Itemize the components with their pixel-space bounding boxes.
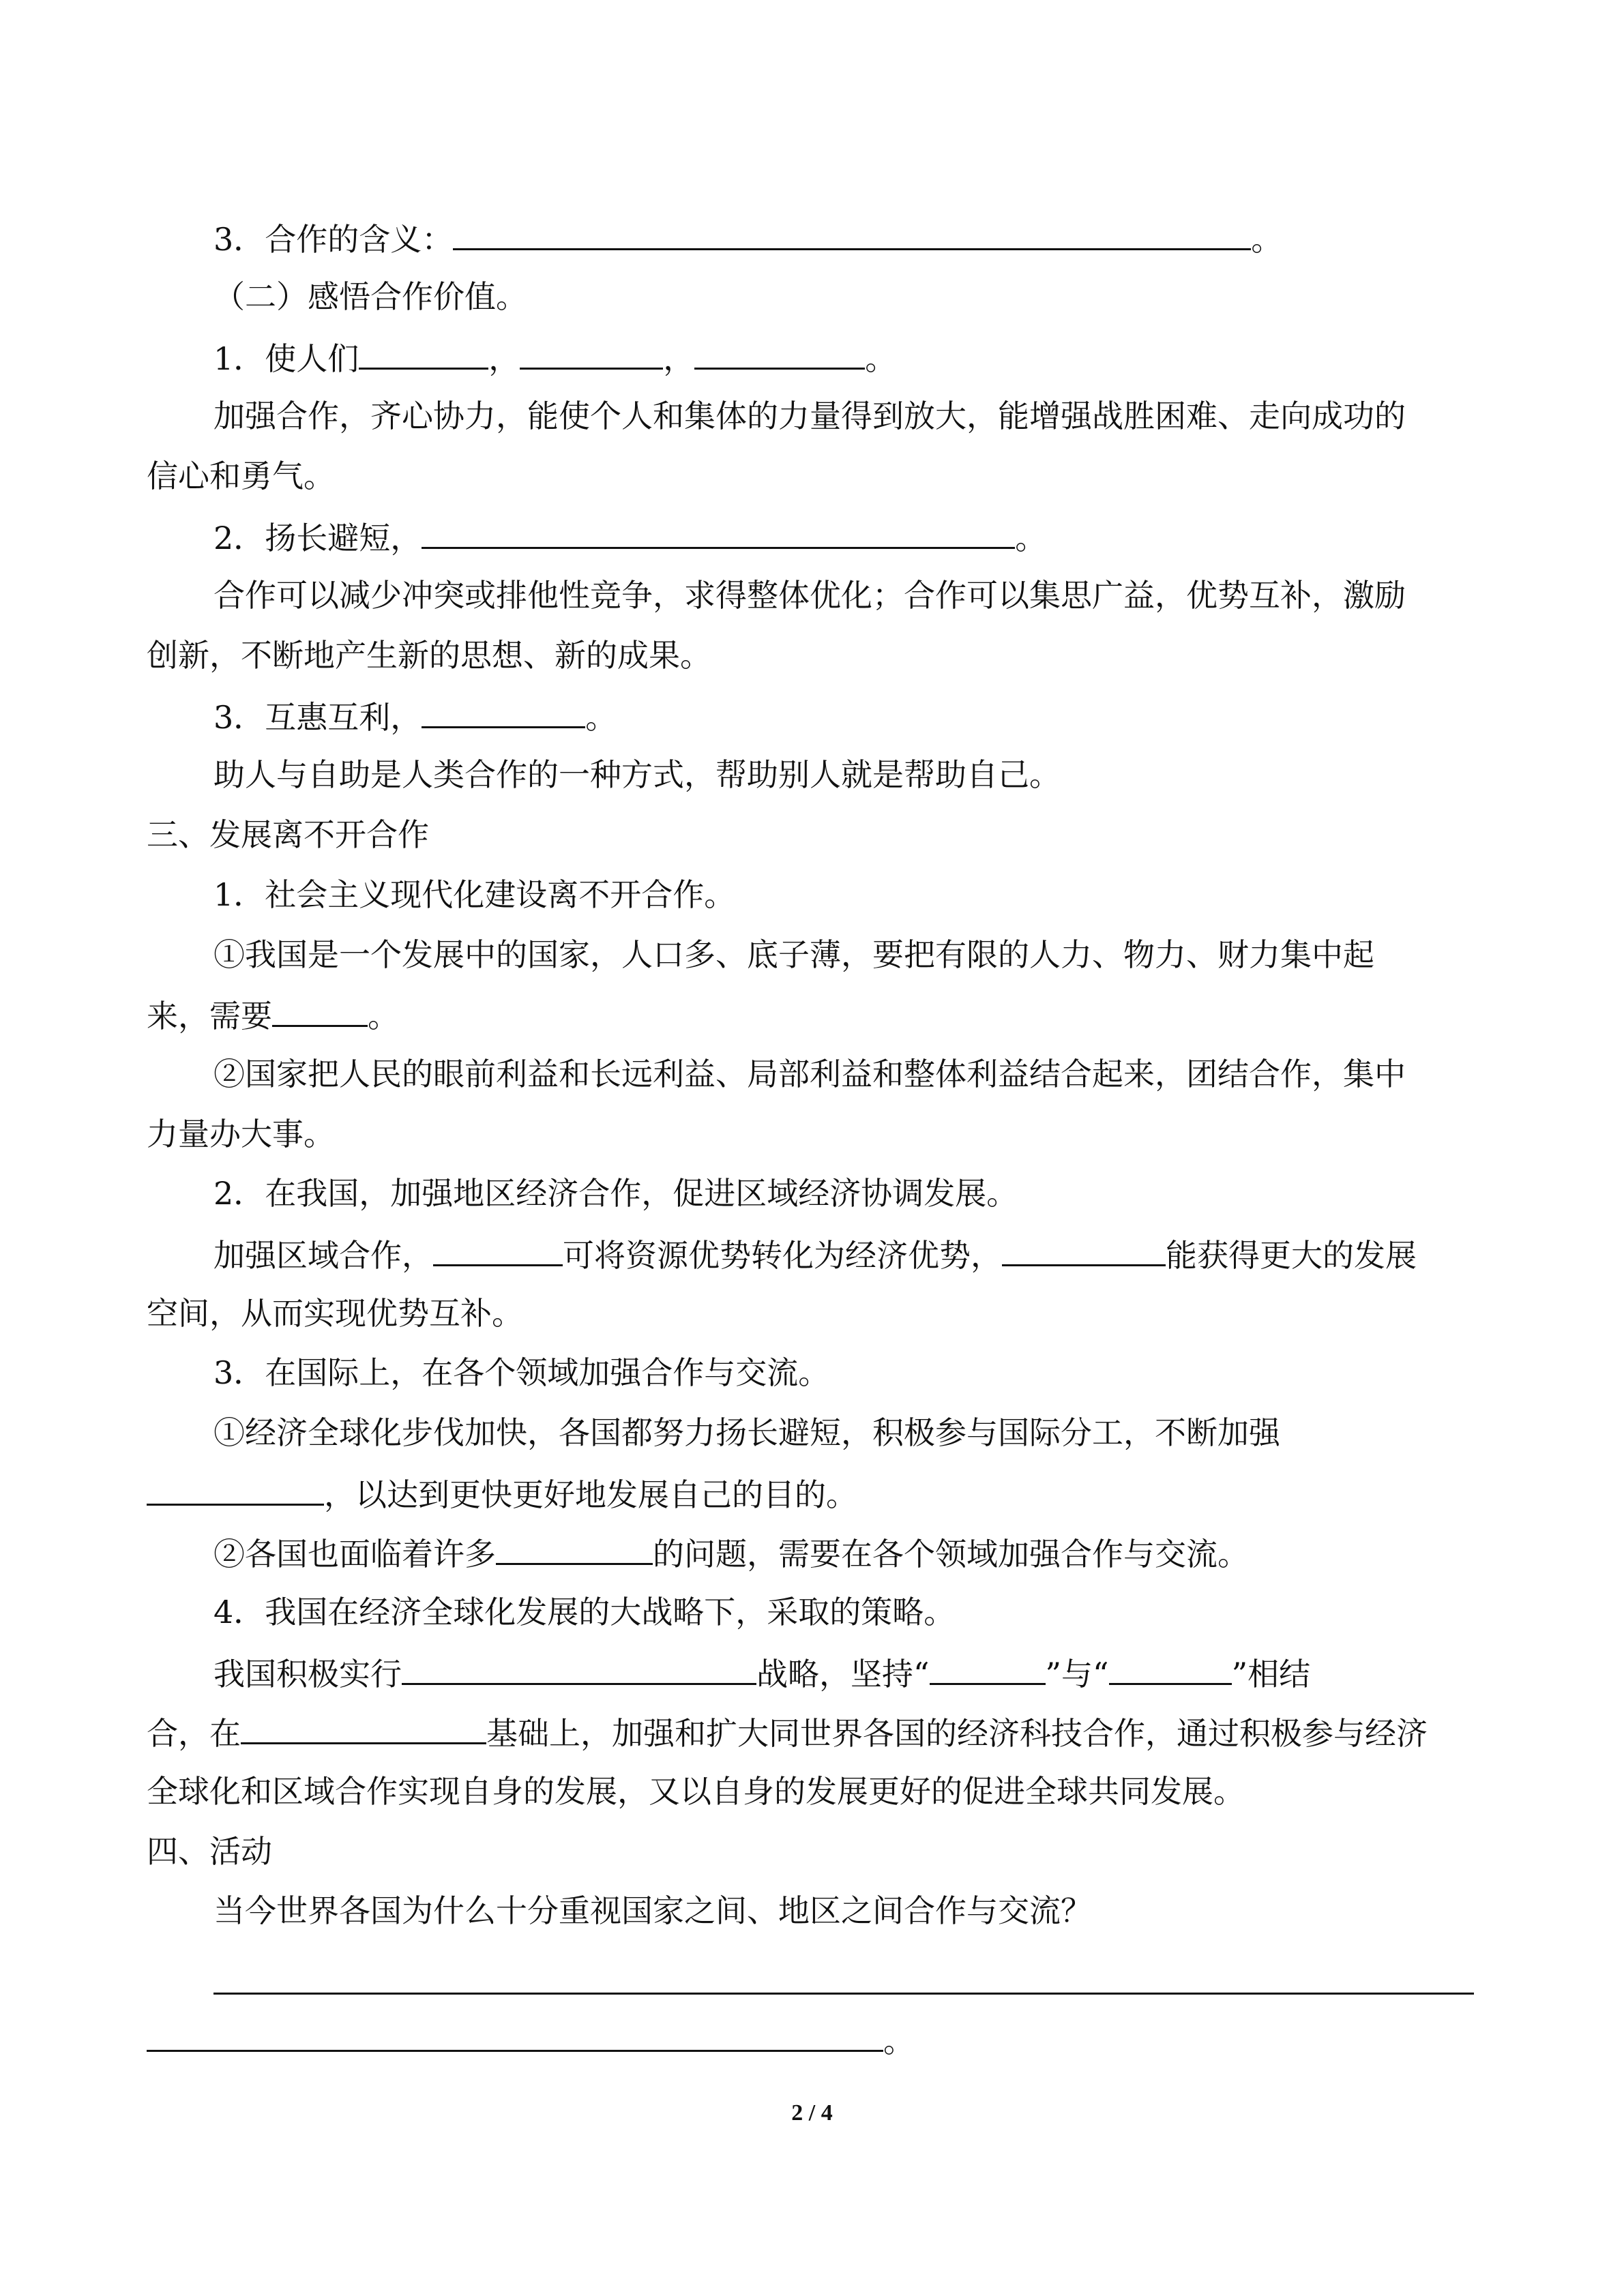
- answer-blank[interactable]: [433, 1233, 563, 1266]
- answer-blank[interactable]: [1002, 1233, 1166, 1266]
- answer-blank[interactable]: [147, 2018, 883, 2052]
- section-heading: 四、活动: [147, 1833, 272, 1870]
- answer-blank[interactable]: [359, 336, 488, 370]
- answer-blank[interactable]: [694, 336, 865, 370]
- paragraph-line: 创新，不断地产生新的思想、新的成果。: [147, 637, 711, 674]
- answer-blank[interactable]: [1109, 1652, 1232, 1685]
- paragraph-line: 全球化和区域合作实现自身的发展，又以自身的发展更好的促进全球共同发展。: [147, 1773, 1245, 1810]
- fill-line: ②各国也面临着许多 的问题，需要在各个领域加强合作与交流。: [213, 1532, 1249, 1572]
- section-heading: （二）感悟合作价值。: [213, 278, 527, 315]
- fill-line: 。: [147, 2018, 915, 2059]
- paragraph-line: 助人与自助是人类合作的一种方式，帮助别人就是帮助自己。: [213, 756, 1061, 793]
- paragraph-line: 空间，从而实现优势互补。: [147, 1295, 523, 1332]
- paragraph-line: 加强合作，齐心协力，能使个人和集体的力量得到放大，能增强战胜困难、走向成功的: [213, 398, 1406, 434]
- paragraph-line: 2．在我国，加强地区经济合作，促进区域经济协调发展。: [213, 1175, 1018, 1212]
- question-line: 当今世界各国为什么十分重视国家之间、地区之间合作与交流？: [213, 1892, 1092, 1929]
- answer-blank[interactable]: [453, 217, 1251, 250]
- answer-blank[interactable]: [422, 695, 585, 728]
- answer-blank[interactable]: [930, 1652, 1046, 1685]
- answer-blank[interactable]: [402, 1652, 756, 1685]
- fill-line: 2．扬长避短， 。: [213, 516, 1046, 556]
- paragraph-line: 4．我国在经济全球化发展的大战略下，采取的策略。: [213, 1594, 956, 1630]
- paragraph-line: 合作可以减少冲突或排他性竞争，求得整体优化；合作可以集思广益，优势互补，激励: [213, 577, 1406, 614]
- answer-blank[interactable]: [496, 1532, 653, 1565]
- fill-line: 加强区域合作， 可将资源优势转化为经济优势， 能获得更大的发展: [213, 1233, 1417, 1274]
- answer-line[interactable]: [213, 1993, 1474, 1995]
- fill-line: 合，在 基础上，加强和扩大同世界各国的经济科技合作，通过积极参与经济: [147, 1711, 1428, 1752]
- answer-blank[interactable]: [422, 516, 1015, 549]
- answer-blank[interactable]: [272, 994, 368, 1027]
- paragraph-line: 力量办大事。: [147, 1116, 335, 1152]
- paragraph-line: 1．社会主义现代化建设离不开合作。: [213, 876, 736, 913]
- fill-line: ，以达到更快更好地发展自己的目的。: [147, 1472, 857, 1513]
- answer-blank[interactable]: [520, 336, 663, 370]
- paragraph-line: 3．在国际上，在各个领域加强合作与交流。: [213, 1354, 830, 1391]
- definition-line: 3．合作的含义： 。: [213, 217, 1282, 258]
- paragraph-line: ①我国是一个发展中的国家，人口多、底子薄，要把有限的人力、物力、财力集中起: [213, 936, 1374, 973]
- page-number: 2 / 4: [791, 2100, 833, 2126]
- section-heading: 三、发展离不开合作: [147, 816, 429, 853]
- paragraph-line: ①经济全球化步伐加快，各国都努力扬长避短，积极参与国际分工，不断加强: [213, 1414, 1280, 1451]
- paragraph-line: ②国家把人民的眼前利益和长远利益、局部利益和整体利益结合起来，团结合作，集中: [213, 1056, 1406, 1092]
- fill-line: 来，需要 。: [147, 994, 399, 1034]
- fill-line: 我国积极实行 战略，坚持“ ”与“ ”相结: [213, 1652, 1310, 1693]
- fill-line: 3．互惠互利， 。: [213, 695, 617, 736]
- answer-blank[interactable]: [147, 1472, 324, 1506]
- paragraph-line: 信心和勇气。: [147, 458, 335, 494]
- answer-blank[interactable]: [241, 1711, 486, 1744]
- fill-line: 1．使人们 ， ， 。: [213, 336, 896, 377]
